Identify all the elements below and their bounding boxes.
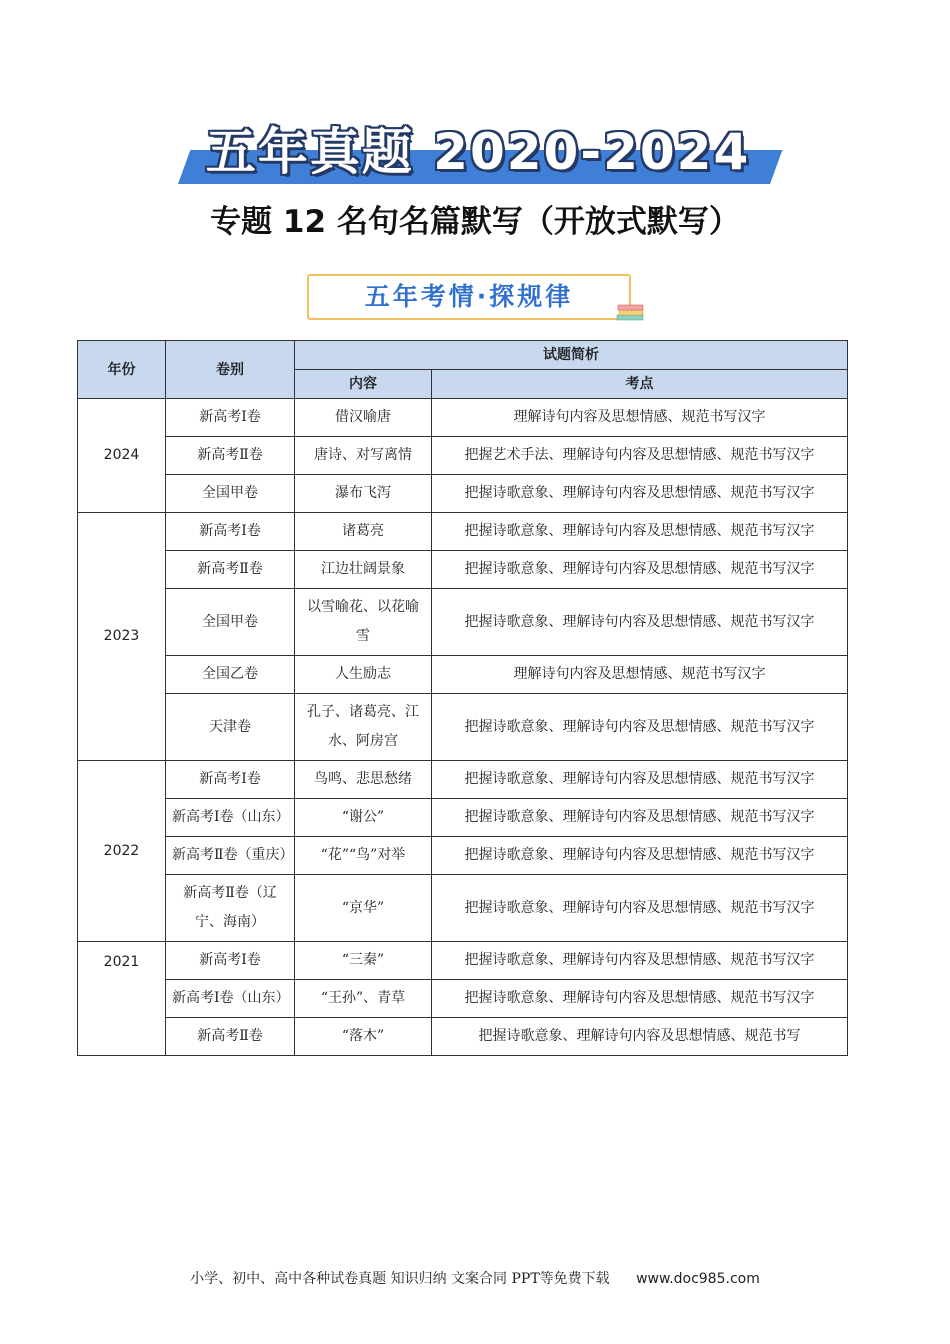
table-row <box>78 942 848 980</box>
table-row <box>78 694 848 761</box>
paper-cell: 新高考Ⅱ卷 <box>166 437 295 475</box>
books-icon <box>616 300 646 322</box>
table-row <box>78 513 848 551</box>
header-point: 考点 <box>432 370 848 399</box>
content-cell: 江边壮阔景象 <box>295 551 432 589</box>
table-header-row <box>78 341 848 370</box>
point-cell: 把握诗歌意象、理解诗句内容及思想情感、规范书写汉字 <box>432 761 848 799</box>
point-cell: 把握诗歌意象、理解诗句内容及思想情感、规范书写汉字 <box>432 980 848 1018</box>
table-row <box>78 399 848 437</box>
header-analysis: 试题简析 <box>295 341 848 370</box>
header-paper: 卷别 <box>166 341 295 399</box>
point-cell: 把握诗歌意象、理解诗句内容及思想情感、规范书写汉字 <box>432 837 848 875</box>
table-row <box>78 875 848 942</box>
table-row <box>78 551 848 589</box>
paper-cell: 新高考Ⅰ卷 <box>166 761 295 799</box>
content-cell: 诸葛亮 <box>295 513 432 551</box>
content-cell: 人生励志 <box>295 656 432 694</box>
point-cell: 把握诗歌意象、理解诗句内容及思想情感、规范书写汉字 <box>432 799 848 837</box>
section-subtitle-box <box>307 274 631 320</box>
point-cell: 把握诗歌意象、理解诗句内容及思想情感、规范书写汉字 <box>432 513 848 551</box>
paper-cell: 新高考Ⅱ卷 <box>166 1018 295 1056</box>
content-cell: “谢公” <box>295 799 432 837</box>
table-row <box>78 799 848 837</box>
table-row <box>78 761 848 799</box>
point-cell: 把握诗歌意象、理解诗句内容及思想情感、规范书写 <box>432 1018 848 1056</box>
content-cell: 孔子、诸葛亮、江水、阿房宫 <box>295 694 432 761</box>
footer-url[interactable]: www.doc985.com <box>636 1271 760 1287</box>
point-cell: 把握诗歌意象、理解诗句内容及思想情感、规范书写汉字 <box>432 551 848 589</box>
banner-text: 五年真题 2020-2024 <box>205 123 751 181</box>
content-cell: 借汉喻唐 <box>295 399 432 437</box>
year-cell: 2023 <box>78 513 166 761</box>
paper-cell: 新高考Ⅰ卷（山东） <box>166 980 295 1018</box>
paper-cell: 新高考Ⅱ卷 <box>166 551 295 589</box>
year-cell: 2022 <box>78 761 166 942</box>
point-cell: 把握诗歌意象、理解诗句内容及思想情感、规范书写汉字 <box>432 589 848 656</box>
paper-cell: 全国乙卷 <box>166 656 295 694</box>
year-cell: 2024 <box>78 399 166 513</box>
point-cell: 把握诗歌意象、理解诗句内容及思想情感、规范书写汉字 <box>432 875 848 942</box>
paper-cell: 新高考Ⅰ卷 <box>166 399 295 437</box>
point-cell: 理解诗句内容及思想情感、规范书写汉字 <box>432 399 848 437</box>
point-cell: 把握诗歌意象、理解诗句内容及思想情感、规范书写汉字 <box>432 694 848 761</box>
paper-cell: 新高考Ⅱ卷（重庆） <box>166 837 295 875</box>
footer <box>0 1268 950 1288</box>
paper-cell: 新高考Ⅰ卷 <box>166 513 295 551</box>
paper-cell: 全国甲卷 <box>166 475 295 513</box>
point-cell: 把握诗歌意象、理解诗句内容及思想情感、规范书写汉字 <box>432 942 848 980</box>
table-row <box>78 837 848 875</box>
table-row <box>78 980 848 1018</box>
content-cell: 以雪喻花、以花喻雪 <box>295 589 432 656</box>
paper-cell: 天津卷 <box>166 694 295 761</box>
paper-cell: 新高考Ⅱ卷（辽宁、海南） <box>166 875 295 942</box>
table-row <box>78 589 848 656</box>
header-year: 年份 <box>78 341 166 399</box>
content-cell: “花”“鸟”对举 <box>295 837 432 875</box>
content-cell: “落木” <box>295 1018 432 1056</box>
point-cell: 理解诗句内容及思想情感、规范书写汉字 <box>432 656 848 694</box>
header-content: 内容 <box>295 370 432 399</box>
footer-text: 小学、初中、高中各种试卷真题 知识归纳 文案合同 PPT等免费下载 <box>190 1271 610 1287</box>
paper-cell: 新高考Ⅰ卷 <box>166 942 295 980</box>
table-row <box>78 656 848 694</box>
content-cell: 鸟鸣、悲思愁绪 <box>295 761 432 799</box>
table-row <box>78 475 848 513</box>
content-cell: 唐诗、对写离情 <box>295 437 432 475</box>
year-cell: 2021 <box>78 942 166 1056</box>
point-cell: 把握诗歌意象、理解诗句内容及思想情感、规范书写汉字 <box>432 475 848 513</box>
content-cell: “三秦” <box>295 942 432 980</box>
section-subtitle: 五年考情·探规律 <box>364 282 574 311</box>
content-cell: “京华” <box>295 875 432 942</box>
page-title: 专题 12 名句名篇默写（开放式默写） <box>210 204 740 240</box>
exam-analysis-table <box>77 340 848 1056</box>
table-row <box>78 1018 848 1056</box>
table-row <box>78 437 848 475</box>
content-cell: 瀑布飞泻 <box>295 475 432 513</box>
banner <box>178 112 773 186</box>
paper-cell: 全国甲卷 <box>166 589 295 656</box>
paper-cell: 新高考Ⅰ卷（山东） <box>166 799 295 837</box>
content-cell: “王孙”、青草 <box>295 980 432 1018</box>
point-cell: 把握艺术手法、理解诗句内容及思想情感、规范书写汉字 <box>432 437 848 475</box>
